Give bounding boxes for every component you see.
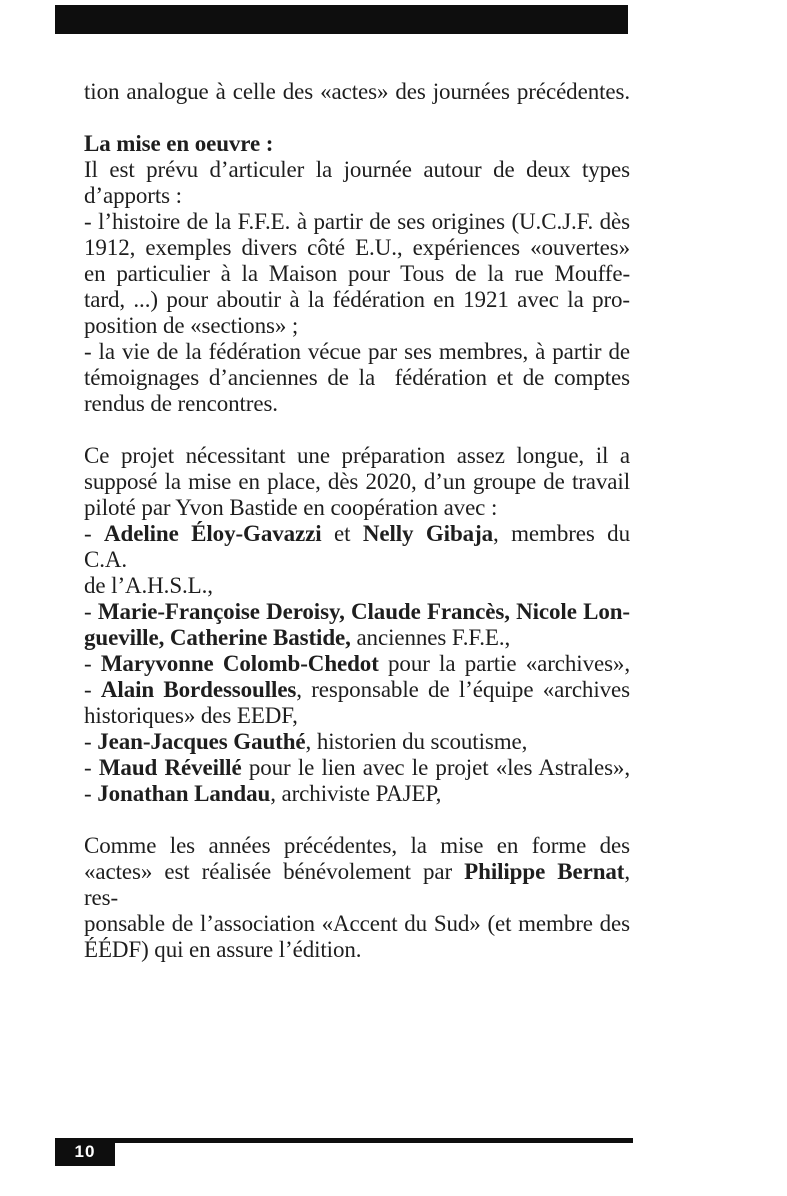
text-line: en particulier à la Maison pour Tous de la rue Mouffe- [84, 261, 630, 286]
footer-rule [115, 1138, 633, 1143]
text-line: La mise en oeuvre : [84, 131, 274, 156]
text-line: rendus de rencontres. [84, 391, 278, 416]
page-number: 10 [74, 1142, 96, 1161]
text-line: - Marie-Françoise Deroisy, Claude Francès, Nicole Lon- [84, 599, 630, 624]
text-line: - Alain Bordessoulles, responsable de l’équipe «archives [84, 677, 630, 702]
text-line: - l’histoire de la F.F.E. à partir de ses origines (U.C.J.F. dès [84, 209, 630, 234]
text-line: ponsable de l’association «Accent du Sud» (et membre des [84, 911, 630, 936]
paragraph [84, 79, 630, 105]
text-column [84, 79, 630, 963]
text-line: Ce projet nécessitant une préparation assez longue, il a [84, 443, 630, 468]
text-line: tion analogue à celle des «actes» des journées précédentes. [84, 79, 630, 104]
text-line: historiques» des EEDF, [84, 703, 298, 728]
paragraph [84, 157, 630, 417]
text-line: Il est prévu d’articuler la journée autour de deux types [84, 157, 630, 182]
text-line: tard, ...) pour aboutir à la fédération en 1921 avec la pro- [84, 287, 630, 312]
section-heading [84, 131, 630, 157]
text-line: «actes» est réalisée bénévolement par Philippe Bernat, res- [84, 859, 631, 910]
text-line: piloté par Yvon Bastide en coopération avec : [84, 495, 498, 520]
text-line: Comme les années précédentes, la mise en forme des [84, 833, 630, 858]
text-line: témoignages d’anciennes de la fédération et de comptes [84, 365, 630, 390]
paragraph [84, 833, 630, 963]
text-line: - Jean-Jacques Gauthé, historien du scoutisme, [84, 729, 528, 754]
page-number-box [55, 1138, 115, 1166]
text-line: ÉÉDF) qui en assure l’édition. [84, 937, 362, 962]
text-line: gueville, Catherine Bastide, anciennes F.F.E., [84, 625, 511, 650]
text-line: de l’A.H.S.L., [84, 573, 213, 598]
text-line: - Maryvonne Colomb-Chedot pour la partie «archives», [84, 651, 630, 676]
text-line: - Jonathan Landau, archiviste PAJEP, [84, 781, 442, 806]
header-bar [55, 5, 628, 34]
text-line: - Adeline Éloy-Gavazzi et Nelly Gibaja, membres du C.A. [84, 521, 630, 572]
text-line: position de «sections» ; [84, 313, 299, 338]
text-line: d’apports : [84, 183, 182, 208]
text-line: 1912, exemples divers côté E.U., expériences «ouvertes» [84, 235, 630, 260]
text-line: - Maud Réveillé pour le lien avec le projet «les Astrales», [84, 755, 630, 780]
paragraph [84, 443, 630, 807]
text-line: supposé la mise en place, dès 2020, d’un groupe de travail [84, 469, 630, 494]
text-line: - la vie de la fédération vécue par ses membres, à partir de [84, 339, 630, 364]
